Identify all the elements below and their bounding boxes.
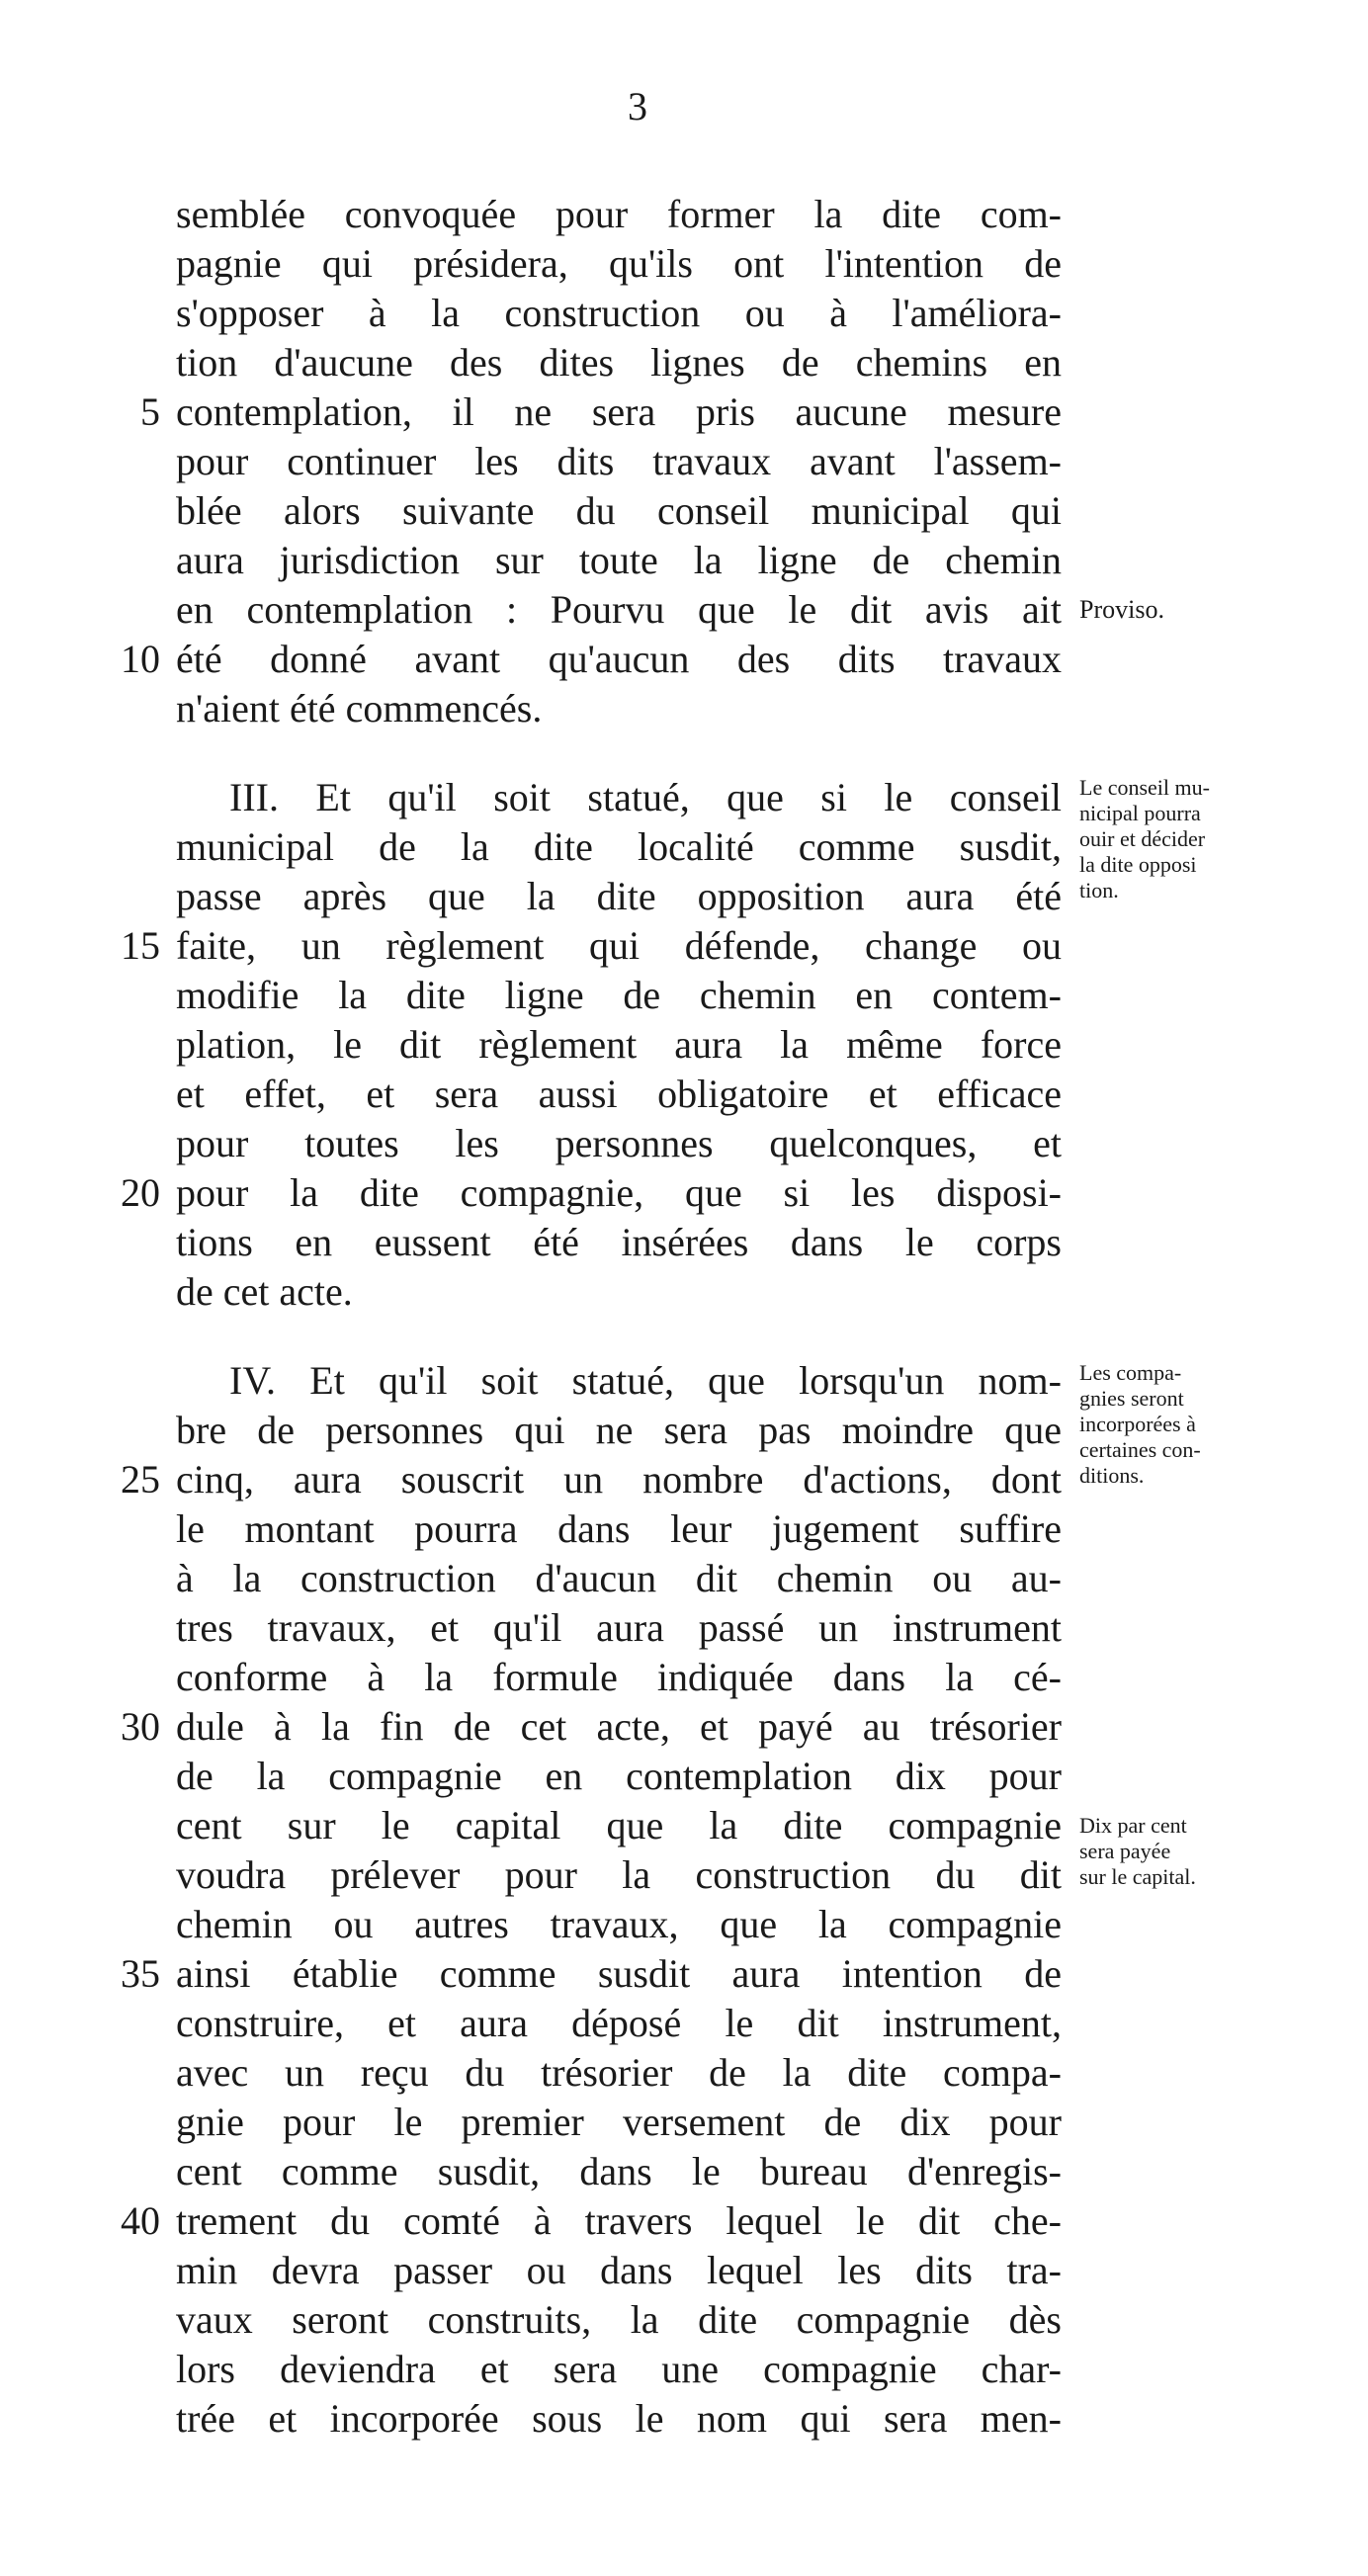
margin-note-line: Le conseil mu- [1079,775,1210,800]
text-line: blée alors suivante du conseil municipal qui [176,488,1062,533]
page-number: 3 [628,84,647,129]
text-line: à la construction d'aucun dit chemin ou au- [176,1556,1062,1600]
margin-note-line: Dix par cent [1079,1813,1187,1838]
text-line: pagnie qui présidera, qu'ils ont l'intention de [176,241,1062,286]
section-heading-line: IV. Et qu'il soit statué, que lorsqu'un nom- [229,1358,1062,1403]
text-line: s'opposer à la construction ou à l'améliora- [176,291,1062,335]
margin-note-line: certaines con- [1079,1437,1201,1462]
margin-note-line: ditions. [1079,1463,1145,1488]
margin-note-line: Les compa- [1079,1360,1182,1385]
margin-note-line: Proviso. [1079,595,1164,624]
text-line: voudra prélever pour la construction du dit [176,1852,1062,1897]
text-line: lors deviendra et sera une compagnie char- [176,2347,1062,2391]
text-line: tres travaux, et qu'il aura passé un instrument [176,1605,1062,1650]
text-line: pour continuer les dits travaux avant l'assem- [176,439,1062,483]
text-line: construire, et aura déposé le dit instrument, [176,2001,1062,2045]
text-line: semblée convoquée pour former la dite com- [176,192,1062,236]
text-line: trement du comté à travers lequel le dit che- [176,2198,1062,2243]
line-number: 10 [121,637,160,681]
text-line: pour toutes les personnes quelconques, et [176,1121,1062,1165]
margin-note-line: sur le capital. [1079,1864,1196,1889]
text-line: trée et incorporée sous le nom qui sera men- [176,2396,1062,2441]
text-line: avec un reçu du trésorier de la dite compa- [176,2050,1062,2095]
text-line: conforme à la formule indiquée dans la cé- [176,1655,1062,1699]
text-line: plation, le dit règlement aura la même force [176,1022,1062,1067]
line-number: 5 [140,389,160,434]
text-line: pour la dite compagnie, que si les disposi- [176,1170,1062,1215]
margin-note-line: gnies seront [1079,1386,1184,1411]
text-line: aura jurisdiction sur toute la ligne de chemin [176,538,1062,582]
margin-note-line: nicipal pourra [1079,801,1201,825]
text-line: cent sur le capital que la dite compagnie [176,1803,1062,1847]
text-line: passe après que la dite opposition aura été [176,874,1062,918]
text-line: contemplation, il ne sera pris aucune mesure [176,389,1062,434]
text-line: faite, un règlement qui défende, change ou [176,923,1062,968]
text-line: min devra passer ou dans lequel les dits tra- [176,2248,1062,2292]
margin-note-compagnies [1079,1360,1277,1489]
text-line: n'aient été commencés. [176,686,543,730]
margin-note-line: ouir et décider [1079,826,1206,851]
margin-note-conseil [1079,775,1277,903]
text-line: chemin ou autres travaux, que la compagnie [176,1902,1062,1946]
line-number: 35 [121,1951,160,1996]
text-line: et effet, et sera aussi obligatoire et efficace [176,1072,1062,1116]
text-line: gnie pour le premier versement de dix pour [176,2100,1062,2144]
text-line: cent comme susdit, dans le bureau d'enregis- [176,2149,1062,2193]
text-line: bre de personnes qui ne sera pas moindre que [176,1408,1062,1452]
text-line: tion d'aucune des dites lignes de chemins en [176,340,1062,385]
line-number: 40 [121,2198,160,2243]
margin-note-line: incorporées à [1079,1412,1196,1436]
text-line: tions en eussent été insérées dans le corps [176,1220,1062,1264]
section-heading-line: III. Et qu'il soit statué, que si le conseil [229,775,1062,819]
text-line: en contemplation : Pourvu que le dit avis ait [176,587,1062,632]
text-line: de la compagnie en contemplation dix pour [176,1754,1062,1798]
margin-note-line: sera payée [1079,1839,1171,1863]
text-line: le montant pourra dans leur jugement suffire [176,1506,1062,1551]
text-line: ainsi établie comme susdit aura intention de [176,1951,1062,1996]
text-line: de cet acte. [176,1269,353,1314]
text-line: modifie la dite ligne de chemin en contem- [176,973,1062,1017]
margin-note-line: la dite opposi [1079,852,1197,877]
margin-note-proviso [1079,597,1277,623]
line-number: 25 [121,1457,160,1502]
line-number: 15 [121,923,160,968]
line-number: 20 [121,1170,160,1215]
margin-note-line: tion. [1079,878,1119,902]
text-line: municipal de la dite localité comme susdit, [176,824,1062,869]
line-number: 30 [121,1704,160,1749]
text-line: cinq, aura souscrit un nombre d'actions, dont [176,1457,1062,1502]
text-line: dule à la fin de cet acte, et payé au trésorier [176,1704,1062,1749]
margin-note-dix-par-cent [1079,1813,1277,1890]
text-line: vaux seront construits, la dite compagnie dès [176,2297,1062,2342]
text-line: été donné avant qu'aucun des dits travaux [176,637,1062,681]
